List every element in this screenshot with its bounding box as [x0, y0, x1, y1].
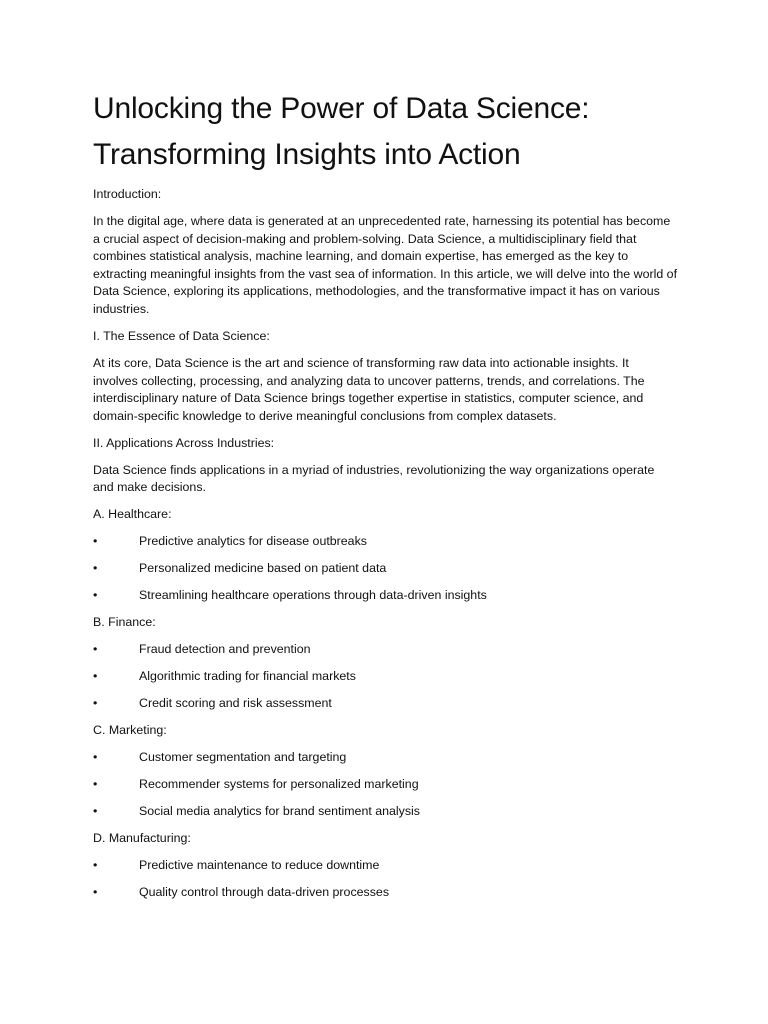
- section2-heading: II. Applications Across Industries:: [93, 435, 275, 450]
- list-item-text: Credit scoring and risk assessment: [139, 696, 332, 711]
- list-item-text: Fraud detection and prevention: [139, 642, 311, 657]
- healthcare-list: [93, 533, 677, 605]
- finance-heading: B. Finance:: [93, 615, 156, 630]
- bullet-icon: •: [93, 642, 98, 657]
- document-page: [93, 86, 677, 911]
- section2-paragraph: Data Science finds applications in a myriad of industries, revolutionizing the way organizations operate and make decisions.: [93, 462, 655, 495]
- bullet-icon: •: [93, 885, 98, 900]
- marketing-list: [93, 749, 677, 821]
- manufacturing-heading: D. Manufacturing:: [93, 831, 191, 846]
- intro-paragraph: In the digital age, where data is generated at an unprecedented rate, harnessing its potential has become a crucial aspect of decision-making and problem-solving. Data Science, a multidisciplinary field that combines statistical analysis, machine learning, and domain expertise, has emerged as the key to extracting meaningful insights from the vast sea of information. In this article, we will delve into the world of Data Science, exploring its applications, methodologies, and the transformative impact it has on various industries.: [93, 213, 678, 316]
- healthcare-heading: A. Healthcare:: [93, 507, 172, 522]
- list-item: [93, 587, 677, 605]
- bullet-icon: •: [93, 858, 98, 873]
- list-item: [93, 533, 677, 551]
- list-item: [93, 695, 677, 713]
- list-item-text: Algorithmic trading for financial markets: [139, 669, 356, 684]
- finance-list: [93, 641, 677, 713]
- list-item: [93, 776, 677, 794]
- list-item-text: Quality control through data-driven processes: [139, 885, 390, 900]
- list-item-text: Predictive maintenance to reduce downtime: [139, 858, 380, 873]
- list-item: [93, 884, 677, 902]
- manufacturing-list: [93, 857, 677, 902]
- list-item-text: Recommender systems for personalized marketing: [139, 777, 419, 792]
- list-item: [93, 803, 677, 821]
- intro-heading: Introduction:: [93, 187, 162, 201]
- bullet-icon: •: [93, 588, 98, 603]
- list-item-text: Customer segmentation and targeting: [139, 750, 347, 765]
- list-item: [93, 857, 677, 875]
- list-item-text: Predictive analytics for disease outbreaks: [139, 534, 367, 549]
- list-item: [93, 749, 677, 767]
- bullet-icon: •: [93, 777, 98, 792]
- list-item: [93, 641, 677, 659]
- bullet-icon: •: [93, 804, 98, 819]
- bullet-icon: •: [93, 561, 98, 576]
- section1-heading: I. The Essence of Data Science:: [93, 328, 270, 343]
- bullet-icon: •: [93, 750, 98, 765]
- list-item-text: Streamlining healthcare operations through data-driven insights: [139, 588, 487, 603]
- bullet-icon: •: [93, 696, 98, 711]
- bullet-icon: •: [93, 534, 98, 549]
- list-item: [93, 668, 677, 686]
- section1-paragraph: At its core, Data Science is the art and science of transforming raw data into actionable insights. It involves collecting, processing, and analyzing data to uncover patterns, trends, and correlations. The interdisciplinary nature of Data Science brings together expertise in statistics, computer science, and domain-specific knowledge to derive meaningful conclusions from complex datasets.: [93, 355, 645, 423]
- list-item: [93, 560, 677, 578]
- document-title: Unlocking the Power of Data Science: Transforming Insights into Action: [93, 92, 590, 171]
- list-item-text: Social media analytics for brand sentiment analysis: [139, 804, 420, 819]
- bullet-icon: •: [93, 669, 98, 684]
- marketing-heading: C. Marketing:: [93, 723, 167, 738]
- list-item-text: Personalized medicine based on patient data: [139, 561, 387, 576]
